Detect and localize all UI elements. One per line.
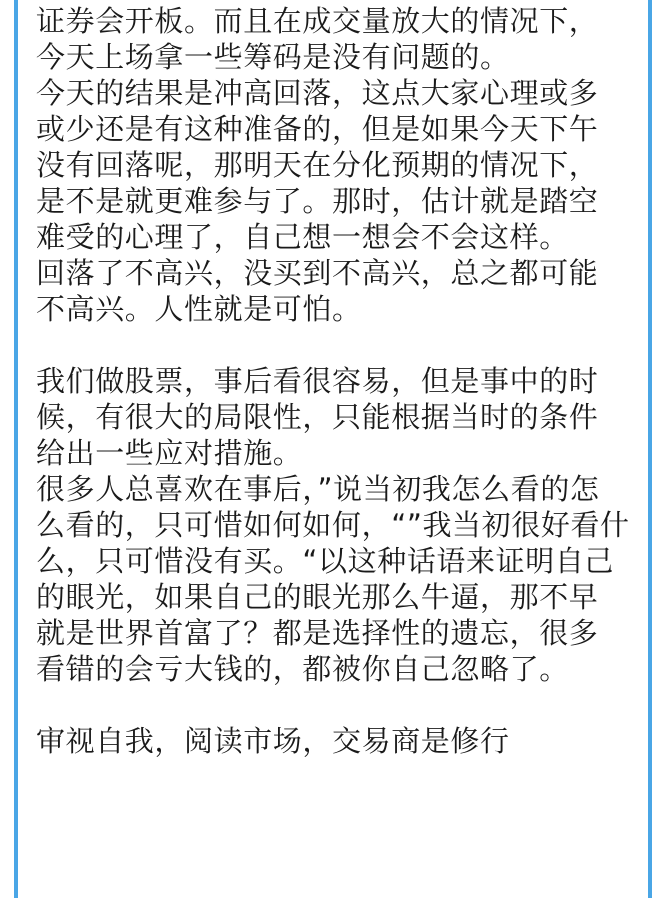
text-line: 给出一些应对措施。 <box>36 436 303 470</box>
text-line: 么看的，只可惜如何如何，“”我当初很好看什 <box>36 508 630 542</box>
text-line: 的眼光，如果自己的眼光那么牛逼，那不早 <box>36 580 599 614</box>
text-line: 看错的会亏大钱的，都被你自己忽略了。 <box>36 652 569 686</box>
text-line: 不高兴。人性就是可怕。 <box>36 292 362 326</box>
paragraph-gap <box>36 687 636 723</box>
text-line: 难受的心理了，自己想一想会不会这样。 <box>36 220 569 254</box>
paragraph-gap <box>36 327 636 363</box>
text-line: 就是世界首富了？都是选择性的遗忘，很多 <box>36 616 599 650</box>
article-body <box>36 0 636 759</box>
text-line: 我们做股票，事后看很容易，但是事中的时 <box>36 364 599 398</box>
text-line: 很多人总喜欢在事后，”说当初我怎么看的怎 <box>36 472 600 506</box>
text-line: 审视自我，阅读市场，交易商是修行 <box>36 724 510 758</box>
text-line: 证券会开板。而且在成交量放大的情况下， <box>36 4 599 38</box>
text-line: 或少还是有这种准备的，但是如果今天下午 <box>36 112 599 146</box>
text-line: 是不是就更难参与了。那时，估计就是踏空 <box>36 184 599 218</box>
text-line: 候，有很大的局限性，只能根据当时的条件 <box>36 400 599 434</box>
text-line: 没有回落呢，那明天在分化预期的情况下， <box>36 148 599 182</box>
text-line: 回落了不高兴，没买到不高兴，总之都可能 <box>36 256 599 290</box>
text-line: 今天的结果是冲高回落，这点大家心理或多 <box>36 76 599 110</box>
text-line: 今天上场拿一些筹码是没有问题的。 <box>36 40 510 74</box>
text-line: 么，只可惜没有买。“以这种话语来证明自己 <box>36 544 615 578</box>
